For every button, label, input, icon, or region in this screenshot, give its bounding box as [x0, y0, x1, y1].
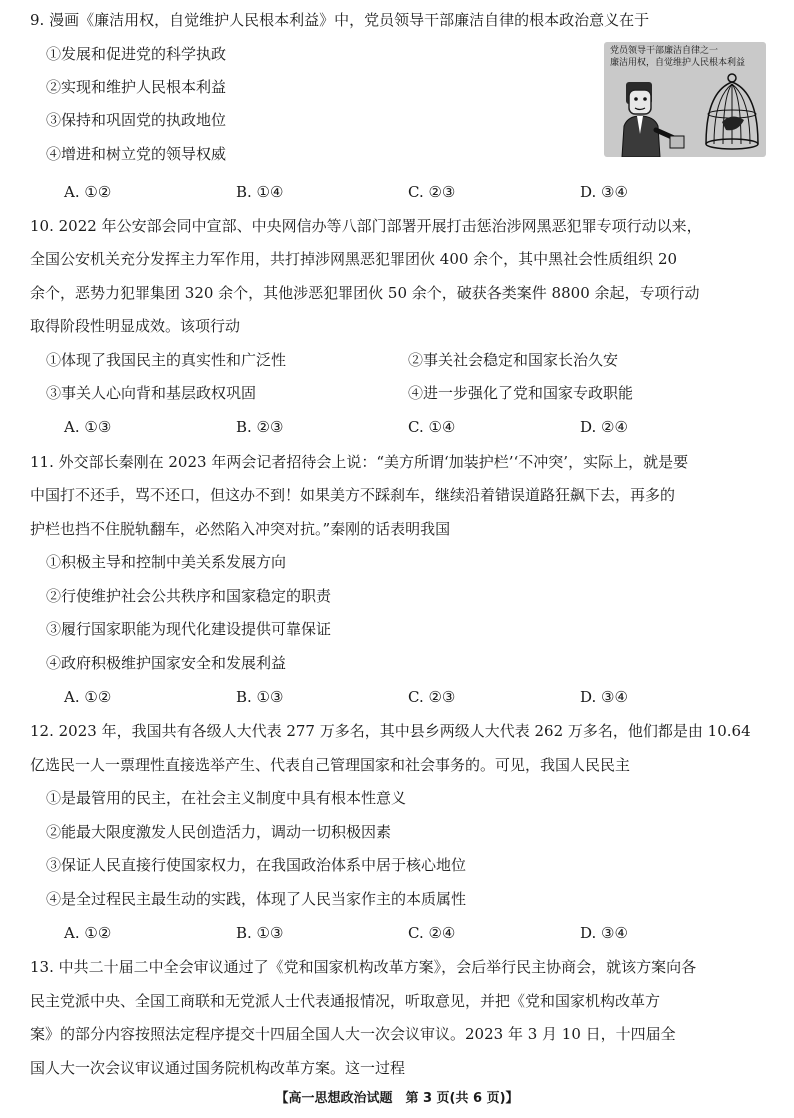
q12-choices — [0, 923, 794, 943]
q11-choice-d: D. ③④ — [580, 688, 628, 706]
q9-option-3: ③保持和巩固党的执政地位 — [46, 111, 227, 129]
q11-choice-b: B. ①③ — [236, 688, 284, 706]
q9-option-1: ①发展和促进党的科学执政 — [46, 45, 227, 63]
q12-option-3: ③保证人民直接行使国家权力，在我国政治体系中居于核心地位 — [46, 856, 467, 874]
q9-stem: 9. 漫画《廉洁用权，自觉维护人民根本利益》中，党员领导干部廉洁自律的根本政治意义在于 — [30, 11, 650, 29]
q9-option-4: ④增进和树立党的领导权威 — [46, 145, 227, 163]
q10-option-1: ①体现了我国民主的真实性和广泛性 — [46, 351, 287, 369]
q10-stem-line-2: 全国公安机关充分发挥主力军作用，共打掉涉网黑恶犯罪团伙 400 余个，其中黑社会性质组织 20 — [30, 250, 678, 268]
q10-stem-line-3: 余个，恶势力犯罪集团 320 余个，其他涉恶犯罪团伙 50 余个，破获各类案件 8800 余起，专项行动 — [30, 284, 700, 302]
q11-choice-c: C. ②③ — [408, 688, 456, 706]
cartoon-briefcase — [670, 136, 684, 148]
q10-stem-line-1: 10. 2022 年公安部会同中宣部、中央网信办等八部门部署开展打击惩治涉网黑恶犯罪专项行动以来， — [30, 217, 702, 235]
q12-choice-a: A. ①② — [64, 924, 112, 942]
q9-choice-c: C. ②③ — [408, 183, 456, 201]
q10-choice-b: B. ②③ — [236, 418, 284, 436]
q11-choice-a: A. ①② — [64, 688, 112, 706]
q10-options-row-1 — [0, 350, 794, 370]
cartoon-birdcage — [706, 74, 758, 149]
q11-option-3: ③履行国家职能为现代化建设提供可靠保证 — [46, 620, 332, 638]
cartoon-caption-line2: 廉洁用权，自觉维护人民根本利益 — [610, 58, 746, 68]
q11-option-4: ④政府积极维护国家安全和发展利益 — [46, 654, 287, 672]
q10-choice-d: D. ②④ — [580, 418, 628, 436]
q9-choices — [0, 182, 794, 202]
q13-stem-line-1: 13. 中共二十届二中全会审议通过了《党和国家机构改革方案》，会后举行民主协商会，就该方案向各 — [30, 958, 697, 976]
q10-option-4: ④进一步强化了党和国家专政职能 — [408, 384, 634, 402]
q11-option-1: ①积极主导和控制中美关系发展方向 — [46, 553, 287, 571]
page-footer: 【高一思想政治试题 第 3 页(共 6 页)】 — [275, 1091, 519, 1106]
q10-option-3: ③事关人心向背和基层政权巩固 — [46, 384, 257, 402]
q10-choice-c: C. ①④ — [408, 418, 456, 436]
cartoon-face — [629, 90, 651, 114]
q9-choice-a: A. ①② — [64, 183, 112, 201]
q10-choice-a: A. ①③ — [64, 418, 112, 436]
q10-options-row-2 — [0, 383, 794, 403]
q13-stem-line-4: 国人大一次会议审议通过国务院机构改革方案。这一过程 — [30, 1059, 406, 1077]
q12-choice-c: C. ②④ — [408, 924, 456, 942]
cartoon-caption-line1: 党员领导干部廉洁自律之一 — [610, 46, 719, 56]
q12-choice-d: D. ③④ — [580, 924, 628, 942]
q10-option-2: ②事关社会稳定和国家长治久安 — [408, 351, 619, 369]
q10-choices — [0, 417, 794, 437]
q9-cartoon-image — [604, 42, 766, 157]
q11-option-2: ②行使维护社会公共秩序和国家稳定的职责 — [46, 587, 332, 605]
q11-stem-line-3: 护栏也挡不住脱轨翻车，必然陷入冲突对抗。”秦刚的话表明我国 — [30, 520, 451, 538]
q11-stem-line-2: 中国打不还手，骂不还口，但这办不到！如果美方不踩刹车，继续沿着错误道路狂飙下去，再多的 — [30, 486, 676, 504]
q13-stem-line-3: 案》的部分内容按照法定程序提交十四届全国人大一次会议审议。2023 年 3 月 10 日，十四届全 — [30, 1025, 676, 1043]
q9-choice-d: D. ③④ — [580, 183, 628, 201]
q12-option-2: ②能最大限度激发人民创造活力，调动一切积极因素 — [46, 823, 392, 841]
q11-choices — [0, 687, 794, 707]
q9-choice-b: B. ①④ — [236, 183, 284, 201]
q12-stem-line-1: 12. 2023 年，我国共有各级人大代表 277 万多名，其中县乡两级人大代表 262 万多名，他们都是由 10.64 — [30, 722, 751, 740]
cartoon-drawing — [604, 42, 766, 157]
q12-choice-b: B. ①③ — [236, 924, 284, 942]
q9-option-2: ②实现和维护人民根本利益 — [46, 78, 227, 96]
q12-stem-line-2: 亿选民一人一票理性直接选举产生、代表自己管理国家和社会事务的。可见，我国人民民主 — [30, 756, 631, 774]
q11-stem-line-1: 11. 外交部长秦刚在 2023 年两会记者招待会上说：“美方所谓‘加装护栏’‘不冲突’，实际上，就是要 — [30, 453, 689, 471]
q12-option-1: ①是最管用的民主，在社会主义制度中具有根本性意义 — [46, 789, 407, 807]
q12-option-4: ④是全过程民主最生动的实践，体现了人民当家作主的本质属性 — [46, 890, 467, 908]
q13-stem-line-2: 民主党派中央、全国工商联和无党派人士代表通报情况，听取意见，并把《党和国家机构改革方 — [30, 992, 661, 1010]
q10-stem-line-4: 取得阶段性明显成效。该项行动 — [30, 317, 241, 335]
